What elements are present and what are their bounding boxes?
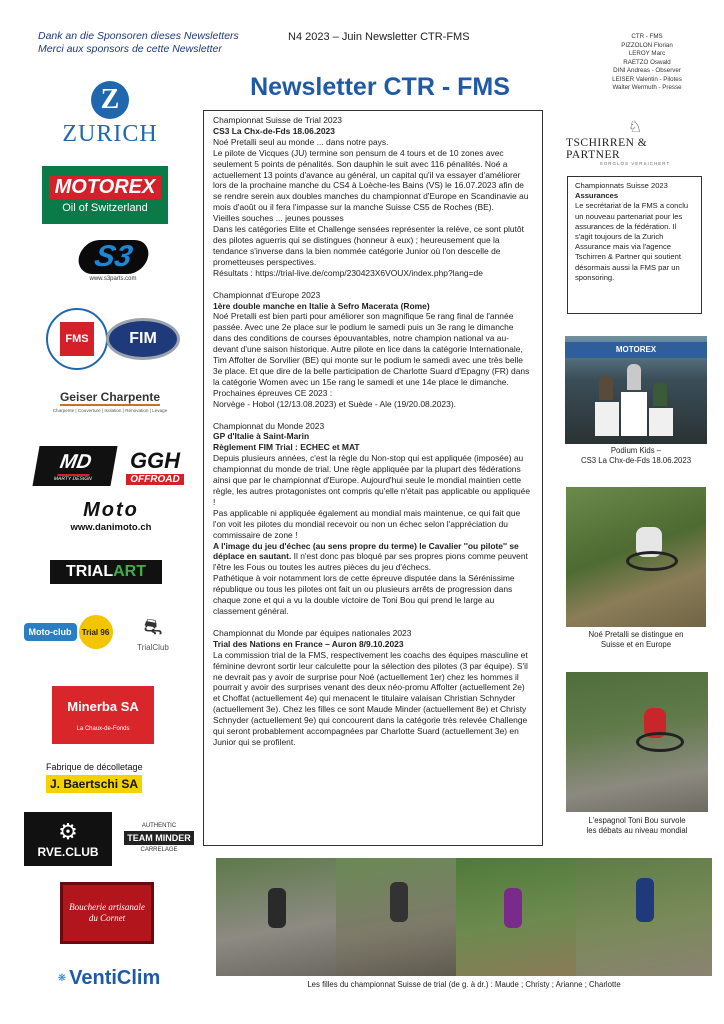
- rider-figure: [627, 364, 641, 390]
- fan-icon: ❋: [57, 972, 67, 984]
- md-tagline: MARTY DESIGN: [53, 475, 93, 482]
- strip-caption: Les filles du championnat Suisse de trial (de g. à dr.) : Maude ; Christy ; Arianne ; Charlotte: [307, 980, 621, 989]
- trialclub-wordmark: TrialClub: [137, 643, 169, 652]
- riders-photo-strip: [216, 858, 712, 976]
- baertschi-logo[interactable]: [46, 758, 146, 796]
- s3-url: www.s3parts.com: [89, 276, 137, 282]
- baertschi-wordmark: J. Baertschi SA: [46, 775, 142, 793]
- insurance-text: Le secrétariat de la FMS a conclu un nouveau partenariat pour les assurances de la fédération. Il s'agit toujours de la Zurich Assurance mais via l'agence Tschirren & Partner qui soutient désormais aussi la FMS par un sponsoring.: [575, 201, 689, 282]
- s3-logo[interactable]: [58, 232, 168, 290]
- tschirren-wordmark: TSCHIRREN & PARTNER: [566, 136, 648, 161]
- danimoto-url: www.danimoto.ch: [70, 522, 152, 533]
- team-minder-wordmark: TEAM MINDER: [124, 831, 194, 845]
- article1-paragraph: Dans les catégories Elite et Challenge sensées représenter la relève, ce sont plutôt des pilotes aguerris qui se distingues (honneur à eux) ; heureusement que la tendance s'inverse dans la bien nommée catégorie Junior où l'on descelle de prometteuses perspectives.: [213, 224, 524, 267]
- rider-figure: [653, 382, 667, 406]
- strip-photo-maude: [216, 858, 336, 976]
- fim-logo[interactable]: [106, 318, 180, 360]
- article3-bold-text: A l'image du jeu d'échec (au sens propre du terme) le Cavalier ''ou pilote'' se déplace en sautant.: [213, 540, 519, 562]
- tschirren-logo[interactable]: [566, 118, 704, 164]
- article1-subheading: CS3 La Chx-de-Fds 18.06.2023: [213, 125, 335, 136]
- boucherie-logo[interactable]: [60, 882, 154, 944]
- newsletter-title: Newsletter CTR - FMS: [250, 73, 510, 101]
- danimoto-wordmark: Moto: [83, 499, 139, 521]
- committee-line: CTR - FMS: [631, 33, 663, 40]
- geiser-logo[interactable]: [44, 378, 176, 424]
- article1-paragraph: Noé Pretalli seul au monde ... dans notre pays.: [213, 136, 389, 147]
- ggh-tagline: OFFROAD: [126, 474, 183, 485]
- article2-subheading: 1ère double manche en Italie à Sefro Macerata (Rome): [213, 300, 430, 311]
- sponsor-thanks: [38, 30, 239, 56]
- rve-wordmark: RVE.CLUB: [37, 845, 99, 859]
- article1-heading: Championnat Suisse de Trial 2023: [213, 115, 342, 125]
- article2-paragraph: Noé Pretalli est bien parti pour améliorer son magnifique 5e rang final de l'année passée. Avec une 2e place sur le podium le samedi puis un 3e rang le dimanche dans des conditions de courses épouvantables, notre champion national va au-devant d'une saison historique. Autre pilote en lice dans la catégorie Internationale, Tim Affolter de Sorvilier (BE) qui monte sur le podium le samedi avec une très belle 3e place. Et que dire de la belle participation de Charlotte Suard d'Epagny (FR) dans la catégorie Women avec un 15e rang le samedi et une 14e place le dimanche.: [213, 311, 530, 387]
- motoclub-trial96-logo[interactable]: [20, 610, 116, 654]
- article3-subheading: Règlement FIM Trial : ECHEC et MAT: [213, 442, 360, 453]
- noe-caption: Noé Pretalli se distingue en Suisse et en Europe: [588, 630, 684, 649]
- committee-list: [588, 33, 706, 93]
- issue-label: N4 2023 – Juin Newsletter CTR-FMS: [288, 31, 470, 43]
- results-link[interactable]: Résultats : https://trial-live.de/comp/230423X6VOUX/index.php?lang=de: [213, 267, 483, 278]
- trialart-word-b: ART: [113, 563, 146, 580]
- article3-paragraph: Depuis plusieurs années, c'est la règle du Non-stop qui est appliquée (imposée) au championnat du monde de trial. Une règle appliquée par la plupart des fédérations ainsi que par le championnat d'Europe. Aujourd'hui seule le mondial maintien cette règle, les autres protagonistes ont compris qu'elle n'était pas applicable ou appliquée !: [213, 453, 531, 507]
- article2-paragraph: Norvège - Hobol (12/13.08.2023) et Suède - Ale (19/20.08.2023).: [213, 398, 456, 409]
- podium-photo: [565, 336, 707, 444]
- podium-banner: MOTOREX: [565, 342, 707, 358]
- trialart-logo[interactable]: [50, 560, 162, 584]
- noe-photo: [566, 487, 706, 627]
- insurance-box: [567, 176, 702, 314]
- article4-heading: Championnat du Monde par équipes nationales 2023: [213, 627, 412, 638]
- s3-wordmark: S3: [75, 240, 151, 274]
- article2-paragraph: Prochaines épreuves CE 2023 :: [213, 387, 333, 398]
- geiser-wordmark: Geiser Charpente: [59, 389, 161, 404]
- podium-block: [595, 402, 619, 436]
- fms-logo[interactable]: [46, 308, 108, 370]
- geiser-tagline: Charpente | Couverture | Isolation | Rénovation | Levage: [52, 407, 168, 413]
- main-article-column: [203, 110, 543, 846]
- venticlim-logo[interactable]: [44, 960, 174, 996]
- trialart-word-a: TRIAL: [66, 563, 114, 580]
- crest-icon: ♘: [627, 118, 643, 136]
- team-minder-logo[interactable]: [124, 808, 194, 868]
- committee-line: LEISER Valentin - Pilotes: [612, 75, 682, 83]
- trialclub-logo[interactable]: [124, 602, 182, 664]
- team-minder-top: AUTHENTIC: [141, 823, 177, 829]
- fms-wordmark: FMS: [60, 322, 94, 356]
- venticlim-wordmark: VentiClim: [69, 966, 161, 989]
- danimoto-logo[interactable]: [58, 496, 164, 536]
- md-wordmark: MD: [58, 451, 94, 476]
- md-logo[interactable]: [32, 446, 117, 486]
- tschirren-tagline: SORGLOS VERSICHERT: [599, 160, 671, 166]
- trial96-wordmark: Trial 96: [79, 615, 113, 649]
- article2-heading: Championnat d'Europe 2023: [213, 289, 321, 300]
- toni-photo: [566, 672, 708, 812]
- bike-figure: [626, 551, 678, 571]
- fim-wordmark: FIM: [129, 330, 157, 347]
- strip-photo-christy: [336, 858, 456, 976]
- sponsor-thanks-fr: Merci aux sponsors de cette Newsletter: [38, 43, 222, 55]
- insurance-subheading: Assurances: [575, 191, 619, 201]
- zurich-wordmark: ZURICH: [62, 120, 158, 147]
- team-minder-sub: CARRELAGE: [140, 847, 178, 853]
- article3-paragraph: Pas applicable ni appliquée également au mondial mais maintenue, ce qui fait que l'on voit les pilotes du mondial recevoir ou non un échec selon l'appréciation du commissaire de zone !: [213, 507, 521, 540]
- rve-logo[interactable]: [24, 812, 112, 866]
- article3-heading: Championnat du Monde 2023: [213, 420, 325, 431]
- boucherie-wordmark: Boucherie artisanale du Cornet: [69, 902, 145, 923]
- rider-figure: [636, 878, 654, 922]
- podium-block: [649, 408, 673, 436]
- toni-caption: L'espagnol Toni Bou survole les débats au niveau mondial: [586, 816, 688, 835]
- motorex-tagline: Oil of Switzerland: [62, 202, 148, 214]
- podium-caption: Podium Kids – CS3 La Chx-de-Fds 18.06.2023: [580, 446, 692, 465]
- article3-text: Il n'est donc pas bloqué par ses propres pions comme peuvent l'être les Fous ou toutes les autres pièces du jeu d'échecs.: [213, 551, 528, 573]
- rider-figure: [599, 376, 613, 400]
- minerba-city: La Chaux-de-Fonds: [76, 725, 130, 732]
- trial-rider-icon: ⛐: [143, 614, 163, 639]
- committee-line: LEROY Marc: [628, 50, 666, 57]
- zurich-z-icon: Z: [91, 81, 129, 119]
- committee-line: RAETZO Oswald: [623, 58, 671, 66]
- minerba-logo[interactable]: [52, 686, 154, 744]
- motoclub-wordmark: Moto-club: [24, 623, 77, 641]
- committee-line: PIZZOLON Florian: [621, 41, 673, 49]
- article4-subheading: Trial des Nations en France – Auron 8/9.10.2023: [213, 638, 404, 649]
- committee-line: DINI Andreas - Observer: [613, 67, 681, 74]
- sponsor-thanks-de: Dank an die Sponsoren dieses Newsletters: [38, 30, 239, 42]
- ggh-logo[interactable]: [120, 446, 190, 486]
- article3-paragraph: Pathétique à voir notamment lors de cette épreuve disputée dans la Sérénissime république ou tous les pilotes ont fait un ou plusieurs arrêts de progression dans chaque zone et qui a vu la double victoire de Toni Bou qui prend le large au classement général.: [213, 573, 515, 616]
- ggh-wordmark: GGH: [129, 447, 181, 473]
- rider-figure: [268, 888, 286, 928]
- bike-figure: [636, 732, 684, 752]
- article3-paragraph: [213, 541, 533, 574]
- minerba-wordmark: Minerba SA: [67, 698, 139, 714]
- motorex-wordmark: MOTOREX: [49, 176, 162, 199]
- strip-photo-arianne: [456, 858, 576, 976]
- committee-line: Walter Wermuth - Presse: [612, 84, 682, 91]
- baertschi-tagline: Fabrique de décolletage: [46, 761, 143, 772]
- zurich-logo[interactable]: [50, 76, 170, 152]
- insurance-heading: Championnats Suisse 2023: [575, 181, 668, 190]
- article3-subheading: GP d'Italie à Saint-Marin: [213, 431, 310, 442]
- article1-paragraph: Vieilles souches ... jeunes pousses: [213, 213, 344, 224]
- cyclist-icon: ⚙: [58, 819, 78, 844]
- motorex-logo[interactable]: [42, 166, 168, 224]
- strip-photo-charlotte: [576, 858, 712, 976]
- podium-block: [621, 392, 647, 436]
- rider-figure: [504, 888, 522, 928]
- rider-figure: [390, 882, 408, 922]
- article1-paragraph: Le pilote de Vicques (JU) termine son pensum de 4 tours et de 10 zones avec seulement 5 points de pénalités. Son dauphin le suit avec 116 pénalités. Noé a actuellement 13 points d'avance au général, un capital qu'il va essayer d'améliorer lors de la prochaine manche du CS4 à Loèche-les Bains (VS) le 16.07.2023 afin de se rendre serein aux doubles manches du championnat d'Europe en Scandinavie au mois d'août ou il fera l'impasse sur la manche Suisse CS5 de Roches (BE).: [213, 147, 529, 213]
- article4-paragraph: La commission trial de la FMS, respectivement les coachs des équipes masculine et féminine devront sortir leur calculette pour la sélection des pilotes (3 par équipe). S'il ne devrait pas y avoir de surprise pour Noé (actuellement 1er) chez les hommes il pourrait y avoir des surprises venant des deux néo-promu Affolter (actuellement 2e) et Choffat (actuellement 4e) qui menacent le titulaire valaisan Christian Schnyder (actuellement 3e). Chez les filles ce sont Maude Minder (actuellement 8e) et Christy Schnyder (actuellement 9e) qui concourent dans la catégorie très relevée Challenge qui seront probablement accompagnées par Charlotte Suard (actuellement 3e) en Junior qui se profilent.: [213, 649, 528, 747]
